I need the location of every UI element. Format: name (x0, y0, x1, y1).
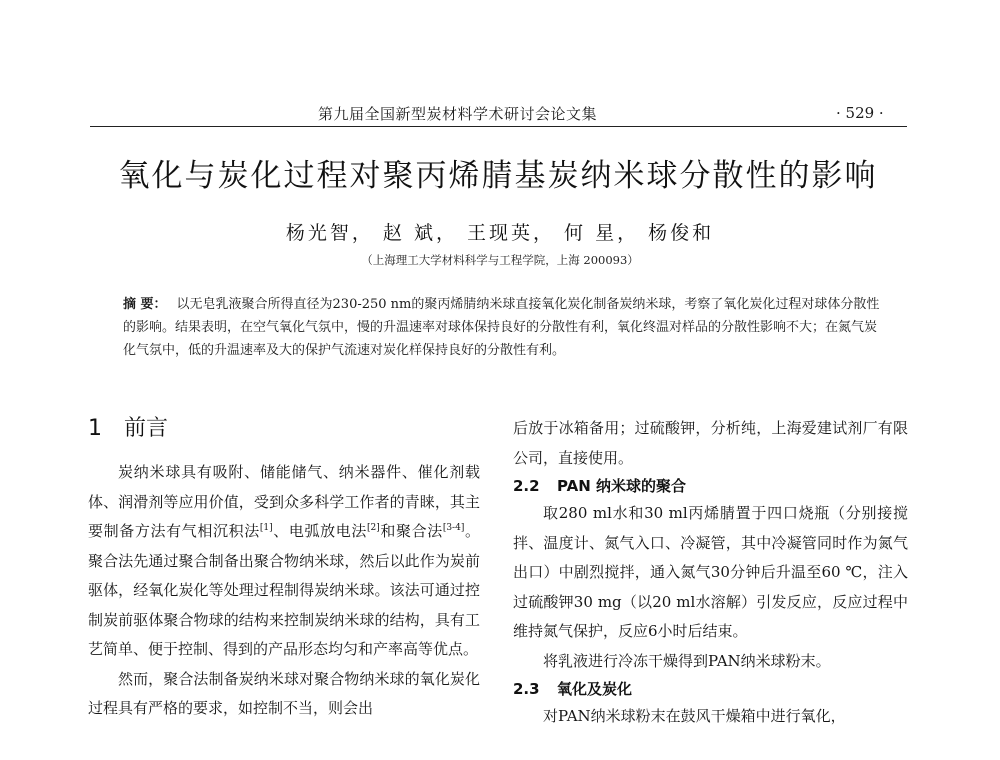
text-run: 、电弧放电法 (272, 522, 367, 540)
affiliation: （上海理工大学材料科学与工程学院，上海 200093） (361, 253, 639, 267)
intro-paragraph-2: 然而，聚合法制备炭纳米球对聚合物纳米球的氧化炭化过程具有严格的要求，如控制不当，则会出 (88, 669, 480, 717)
page-number: · 529 · (836, 104, 884, 122)
freeze-dry-paragraph: 将乳液进行冷冻干燥得到PAN纳米球粉末。 (543, 651, 831, 670)
subsection-heading-2-2 (513, 473, 908, 499)
subsection-title: 氧化及炭化 (557, 680, 633, 698)
intro-paragraph-1 (88, 458, 480, 665)
text-run: 炭纳米球具有吸附、储能储气、纳米器件、催化剂载体、润滑剂等应用价值，受到众多科学工作者的青睐，其主要制备方法有气相沉积法 (88, 463, 480, 540)
subsection-title: PAN 纳米球的聚合 (557, 477, 687, 495)
abstract (123, 293, 883, 362)
abstract-label: 摘 要： (123, 297, 167, 312)
author-list: 杨光智， 赵 斌， 王现英， 何 星， 杨俊和 (285, 222, 715, 244)
header-divider (90, 126, 907, 127)
section-title: 前言 (124, 416, 169, 441)
section-heading-intro (88, 414, 480, 444)
left-column (88, 414, 480, 724)
text-run: 。聚合法先通过聚合制备出聚合物纳米球，然后以此作为炭前驱体，经氧化炭化等处理过程制得炭纳米球。该法可通过控制炭前驱体聚合物球的结构来控制炭纳米球的结构，具有工艺简单、便于控制、得到的产品形态均匀和产率高等优点。 (88, 522, 480, 658)
subsection-number: 2.3 (513, 680, 540, 698)
paper-title: 氧化与炭化过程对聚丙烯腈基炭纳米球分散性的影响 (118, 158, 878, 194)
section-number: 1 (88, 416, 102, 441)
citation-ref: [1] (259, 523, 273, 533)
text-run: 和聚合法 (379, 522, 443, 540)
abstract-text: 以无皂乳液聚合所得直径为230-250 nm的聚丙烯腈纳米球直接氧化炭化制备炭纳米球，考察了氧化炭化过程对球体分散性的影响。结果表明，在空气氧化气氛中，慢的升温速率对球体保持良好的分散性有利，氧化终温对样品的分散性影响不大；在氮气炭化气氛中，低的升温速率及大的保护气流速对炭化样保持良好的分散性有利。 (123, 297, 880, 358)
continued-paragraph: 后放于冰箱备用；过硫酸钾，分析纯，上海爱建试剂厂有限公司，直接使用。 (513, 419, 908, 467)
polymerization-paragraph: 取280 ml水和30 ml丙烯腈置于四口烧瓶（分别接搅拌、温度计、氮气入口、冷凝管，其中冷凝管同时作为氮气出口）中剧烈搅拌，通入氮气30分钟后升温至60 ℃，注入过硫酸钾30 mg（以20 ml水溶解）引发反应，反应过程中维持氮气保护，反应6小时后结束。 (513, 504, 908, 640)
proceedings-header: 第九届全国新型炭材料学术研讨会论文集 (318, 105, 598, 123)
citation-ref: [2] (366, 523, 380, 533)
subsection-heading-2-3 (513, 676, 908, 702)
oxidation-paragraph: 对PAN纳米球粉末在鼓风干燥箱中进行氧化， (543, 707, 846, 725)
right-column (513, 414, 908, 732)
citation-ref: [3-4] (442, 523, 465, 533)
subsection-number: 2.2 (513, 477, 540, 495)
